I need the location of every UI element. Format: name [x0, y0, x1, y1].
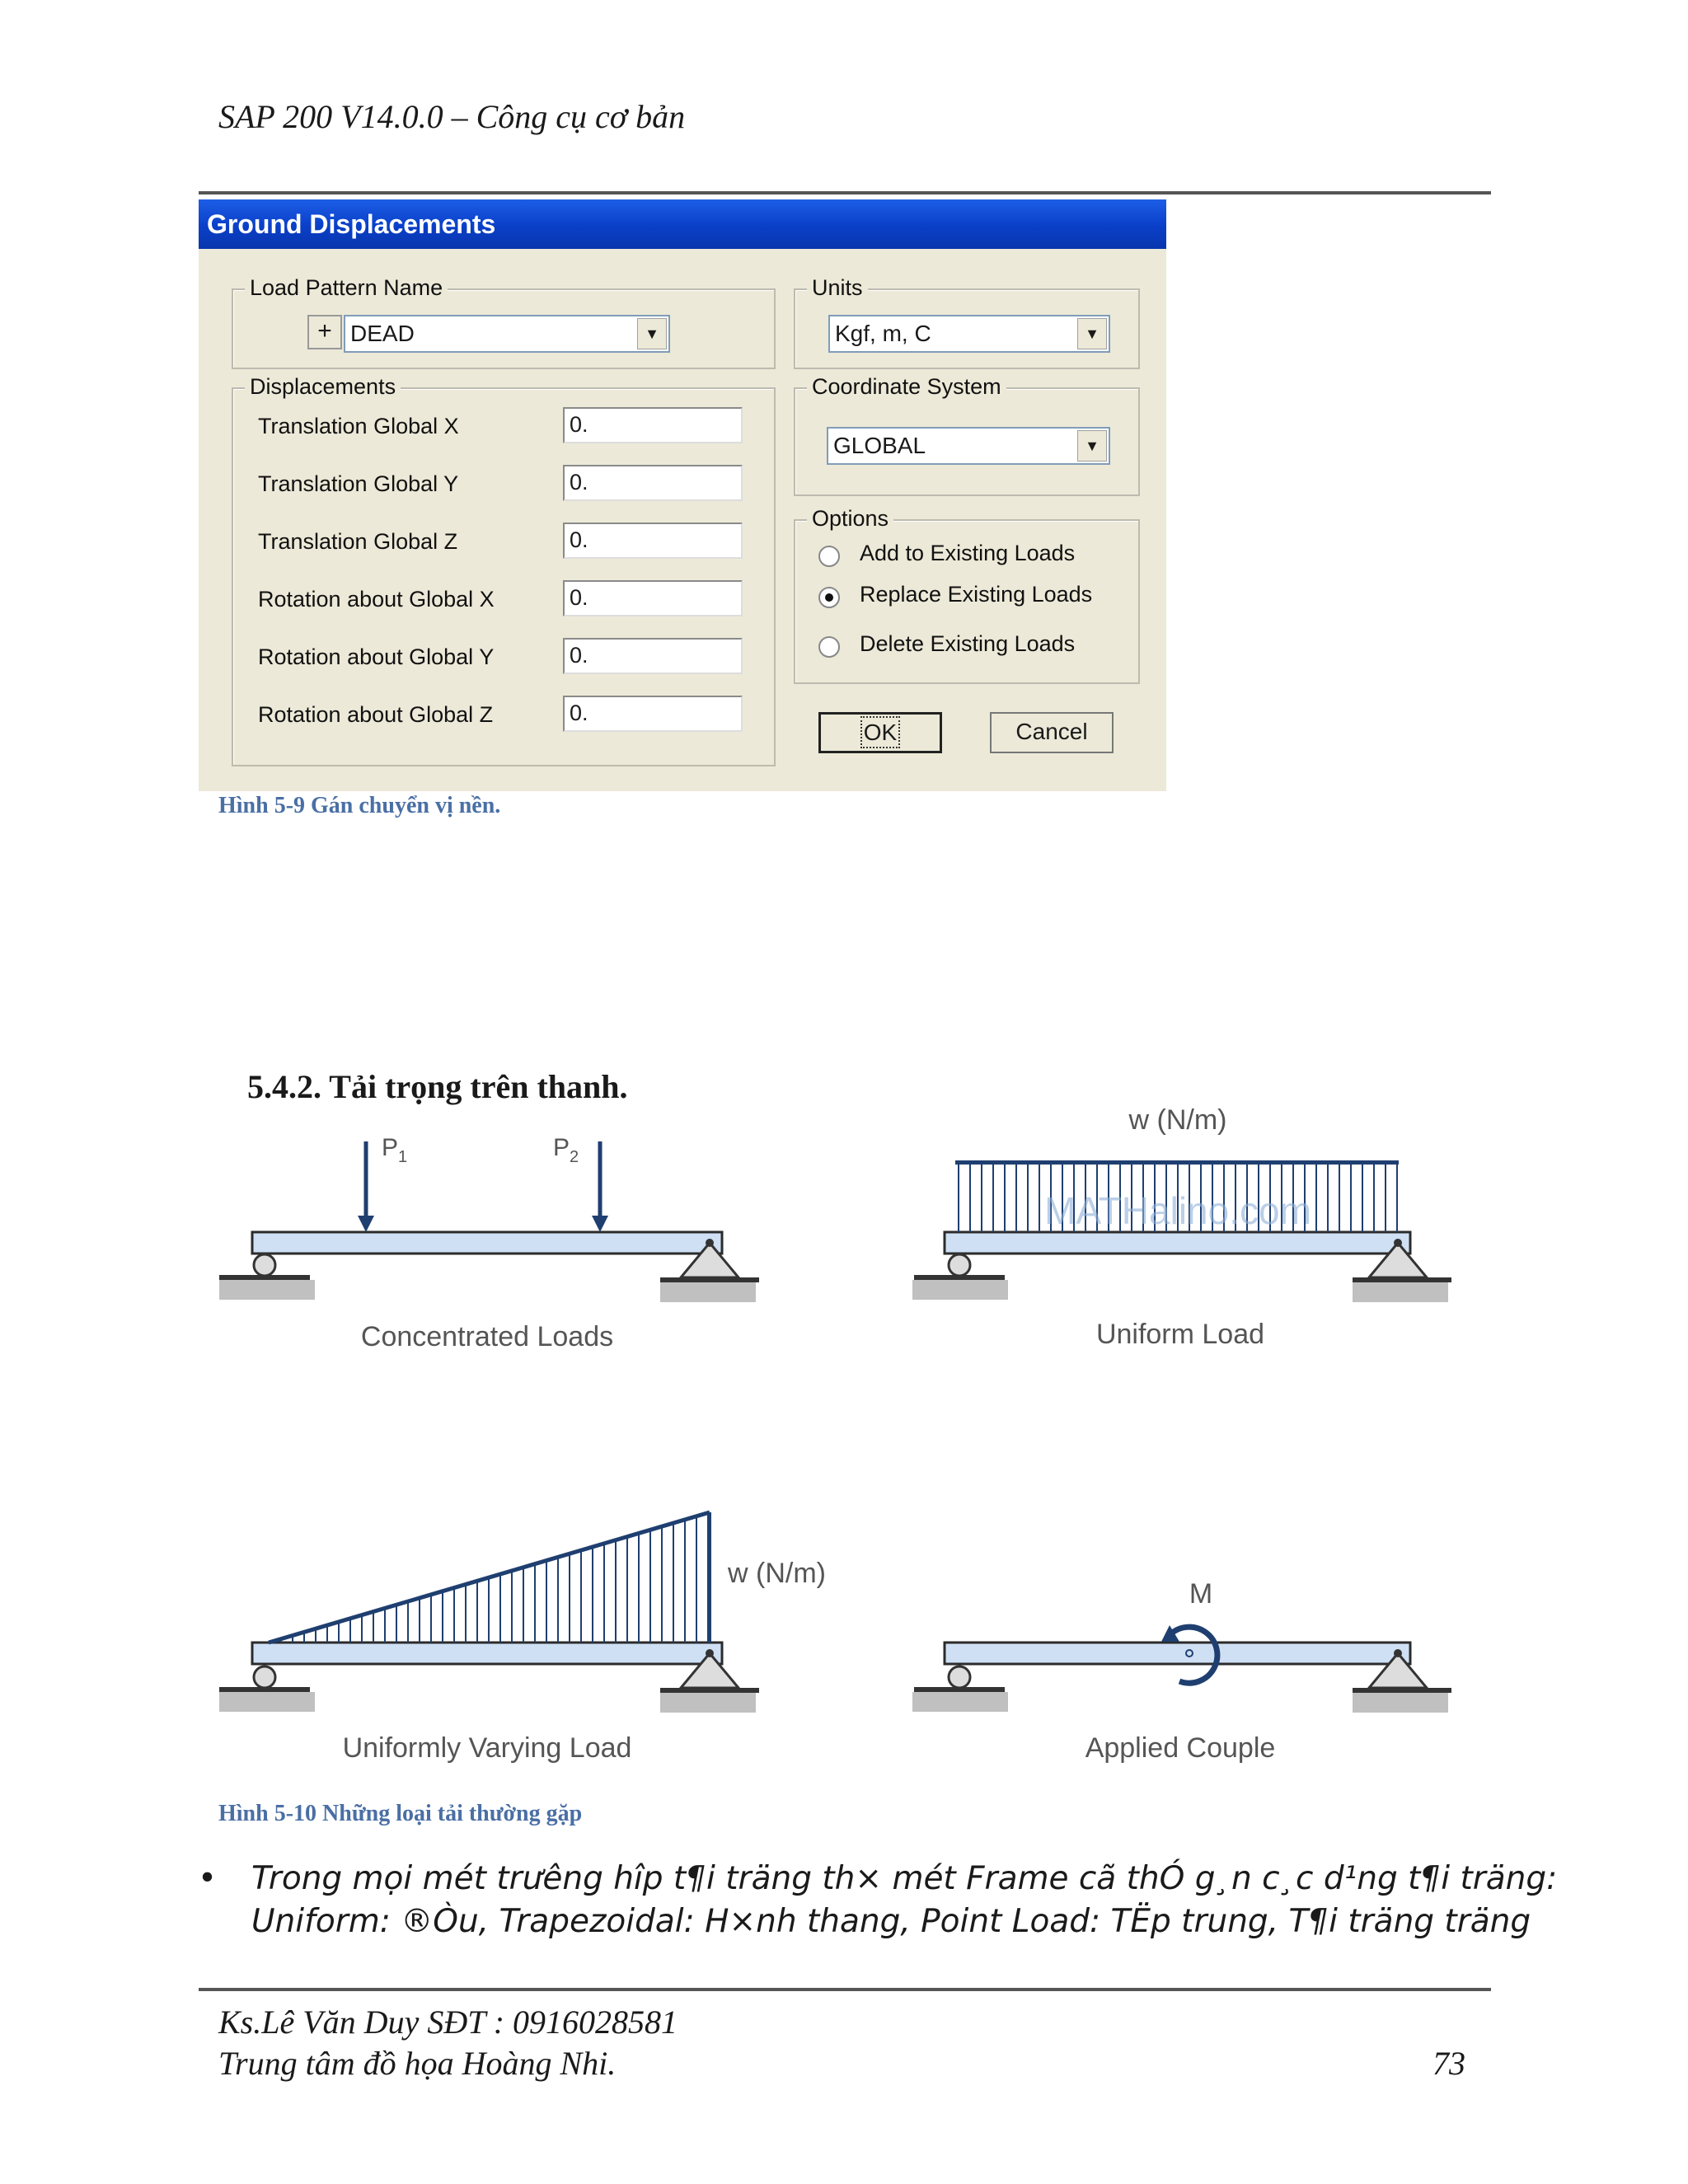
option-radio[interactable] — [818, 587, 840, 608]
displacement-input[interactable]: 0. — [563, 696, 743, 732]
options-group — [794, 506, 1140, 684]
watermark: MATHalino.com — [1044, 1189, 1311, 1232]
section-heading: 5.4.2. Tải trọng trên thanh. — [247, 1068, 628, 1105]
figure-caption-5-9: Hình 5-9 Gán chuyển vị nền. — [218, 793, 501, 818]
label-p1: $P_1$ — [382, 1134, 408, 1166]
displacement-label: Rotation about Global Y — [258, 644, 495, 669]
displacement-input[interactable]: 0. — [563, 465, 743, 501]
load-pattern-value: DEAD — [350, 321, 415, 346]
dialog-title: Ground Displacements — [199, 199, 1166, 249]
displacement-input[interactable]: 0. — [563, 638, 743, 674]
page-header: SAP 200 V14.0.0 – Công cụ cơ bản — [218, 98, 686, 135]
displacements-legend: Displacements — [245, 374, 401, 400]
coordinate-system-group — [794, 374, 1140, 496]
displacements-group — [232, 374, 776, 766]
uniformly-varying-load-label: Uniformly Varying Load — [342, 1732, 632, 1764]
units-group — [794, 275, 1140, 369]
footer-center: Trung tâm đồ họa Hoàng Nhi. — [218, 2045, 617, 2082]
load-pattern-group — [232, 275, 776, 369]
applied-couple-label: Applied Couple — [1085, 1732, 1276, 1764]
displacement-label: Translation Global Z — [258, 529, 458, 554]
option-radio[interactable] — [818, 636, 840, 658]
displacement-label: Rotation about Global Z — [258, 702, 494, 727]
page-number: 73 — [1432, 2045, 1465, 2082]
chevron-down-icon[interactable]: ▼ — [1077, 318, 1107, 349]
beam — [945, 1643, 1410, 1664]
options-legend: Options — [807, 506, 893, 532]
displacement-input[interactable]: 0. — [563, 407, 743, 443]
units-select[interactable] — [828, 315, 1110, 353]
bullet-line-2: Uniform: ®Òu, Trapezoidal: H×nh thang, Point Load: TËp trung, T¶i träng träng — [251, 1903, 1531, 1940]
figure-caption-5-10: Hình 5-10 Những loại tải thường gặp — [218, 1801, 583, 1826]
option-radio[interactable] — [818, 546, 840, 567]
cancel-button[interactable]: Cancel — [990, 712, 1114, 753]
ok-button[interactable]: OK — [818, 712, 942, 753]
applied-couple-diagram — [912, 1578, 1451, 1764]
displacement-label: Translation Global Y — [258, 471, 459, 496]
load-pattern-select[interactable] — [344, 315, 670, 353]
units-legend: Units — [807, 275, 868, 301]
displacement-label: Rotation about Global X — [258, 587, 495, 612]
m-label: M — [1189, 1578, 1213, 1610]
load-pattern-legend: Load Pattern Name — [245, 275, 448, 301]
option-label[interactable]: Add to Existing Loads — [860, 541, 1076, 565]
chevron-down-icon[interactable]: ▼ — [1077, 430, 1107, 462]
beam — [945, 1232, 1410, 1254]
chevron-down-icon[interactable]: ▼ — [637, 318, 667, 349]
roller-support-icon — [949, 1254, 970, 1276]
displacement-input[interactable]: 0. — [563, 580, 743, 616]
option-label[interactable]: Delete Existing Loads — [860, 631, 1076, 656]
header-rule — [199, 191, 1491, 194]
beam — [252, 1643, 722, 1664]
footer-rule — [199, 1988, 1491, 1991]
ground — [219, 1280, 315, 1300]
uniformly-varying-load-diagram — [219, 1512, 826, 1764]
w-label: w (N/m) — [728, 1558, 826, 1589]
roller-support-icon — [949, 1666, 970, 1688]
add-load-pattern-button[interactable]: + — [307, 315, 342, 349]
coordinate-system-value: GLOBAL — [833, 433, 926, 458]
units-value: Kgf, m, C — [835, 321, 931, 346]
load-types-figure — [199, 1104, 1491, 1780]
beam — [252, 1232, 722, 1254]
uniform-load-diagram — [912, 1104, 1451, 1350]
displacement-label: Translation Global X — [258, 414, 459, 438]
roller-support-icon — [254, 1666, 275, 1688]
coordinate-system-legend: Coordinate System — [807, 374, 1006, 400]
label-p2: $P_2$ — [553, 1134, 579, 1166]
roller-support-icon — [254, 1254, 275, 1276]
w-label: w (N/m) — [1128, 1104, 1227, 1136]
concentrated-loads-diagram — [219, 1134, 759, 1352]
concentrated-loads-label: Concentrated Loads — [360, 1321, 614, 1352]
bullet-icon: • — [198, 1860, 218, 1897]
coordinate-system-select[interactable] — [827, 427, 1110, 465]
uniform-load-label: Uniform Load — [1095, 1319, 1265, 1350]
option-label[interactable]: Replace Existing Loads — [860, 582, 1093, 607]
footer-author: Ks.Lê Văn Duy SĐT : 0916028581 — [218, 2004, 678, 2041]
displacement-input[interactable]: 0. — [563, 523, 743, 559]
ground-displacements-dialog — [199, 199, 1166, 791]
bullet-line-1: Trong mọi mét trưêng hîp t¶i träng th× mét Frame cã thÓ g¸n c¸c d¹ng t¶i träng: — [251, 1860, 1558, 1897]
